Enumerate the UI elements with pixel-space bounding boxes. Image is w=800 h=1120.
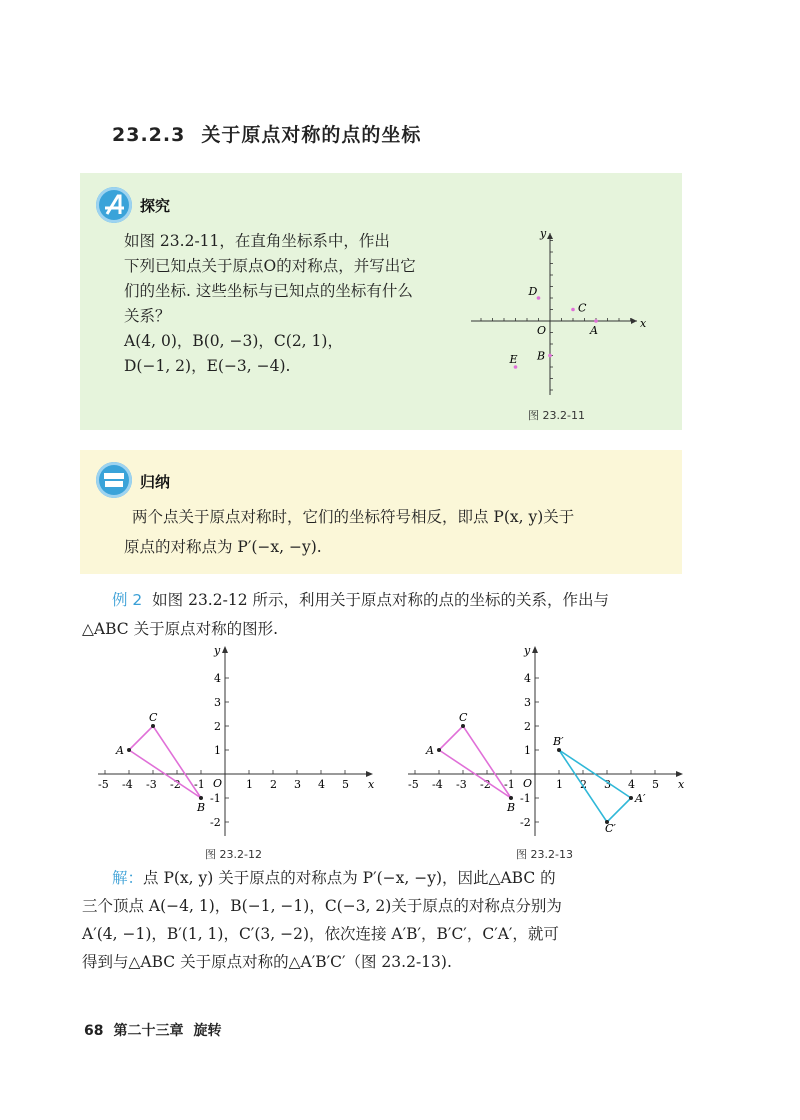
origin-label: O [537, 324, 547, 337]
x-tick-label: 3 [294, 778, 301, 791]
x-axis-label: x [678, 778, 685, 791]
x-tick-label: -2 [170, 778, 181, 791]
explore-line: 如图 23.2-11，在直角坐标系中，作出 [124, 232, 390, 250]
point-label-E: E [509, 353, 518, 366]
vertex-label-B: B [507, 801, 516, 814]
vertex-A [127, 748, 131, 752]
example-text [82, 586, 702, 644]
x-tick-label: 2 [580, 778, 587, 791]
summary-box [80, 450, 682, 574]
x-tick-label: -3 [146, 778, 157, 791]
chapter-title: 旋转 [193, 1023, 222, 1039]
summary-line: 两个点关于原点对称时，它们的坐标符号相反，即点 P(x, y)关于 [132, 508, 575, 526]
explore-line: D(−1, 2)，E(−3, −4). [124, 357, 291, 375]
figure-12-caption: 图 23.2-12 [205, 848, 262, 861]
x-tick-label: -5 [408, 778, 419, 791]
figure-23-2-11 [465, 225, 675, 405]
x-tick-label: 1 [556, 778, 563, 791]
vertex-C [461, 724, 465, 728]
vertex-A [437, 748, 441, 752]
origin-label: O [523, 777, 533, 790]
y-tick-label: 2 [214, 720, 221, 733]
y-tick-label: -1 [520, 792, 531, 805]
x-arrow [366, 771, 373, 777]
y-axis-label: y [524, 644, 531, 657]
x-tick-label: 4 [628, 778, 635, 791]
origin-label: O [213, 777, 223, 790]
y-tick-label: 2 [524, 720, 531, 733]
solution-line: 得到与△ABC 关于原点对称的△A′B′C′（图 23.2-13). [82, 953, 452, 971]
y-axis-label: y [540, 227, 547, 240]
y-tick-label: -1 [210, 792, 221, 805]
triangle [439, 726, 511, 798]
explore-box [80, 173, 682, 430]
explore-text [124, 229, 454, 379]
explore-line: 下列已知点关于原点O的对称点，并写出它 [124, 257, 416, 275]
example-line: 如图 23.2-12 所示，利用关于原点对称的点的坐标的关系，作出与 [152, 591, 609, 609]
y-tick-label: 4 [214, 672, 221, 685]
y-tick-label: 1 [214, 744, 221, 757]
x-axis-label: x [640, 317, 647, 330]
chapter-label: 第二十三章 [113, 1023, 184, 1039]
explore-icon [96, 187, 132, 223]
explore-line: 关系？ [124, 307, 171, 325]
triangle [129, 726, 201, 798]
x-axis-label: x [368, 778, 375, 791]
vertex-A′ [629, 796, 633, 800]
x-tick-label: -1 [194, 778, 205, 791]
vertex-label-B′: B′ [553, 735, 564, 748]
figure-13-caption: 图 23.2-13 [516, 848, 573, 861]
x-tick-label: 3 [604, 778, 611, 791]
x-arrow [676, 771, 683, 777]
summary-line: 原点的对称点为 P′(−x, −y). [124, 538, 322, 556]
y-arrow [547, 233, 553, 239]
vertex-label-A′: A′ [635, 792, 646, 805]
summary-icon [96, 462, 132, 498]
section-heading: 关于原点对称的点的坐标 [201, 124, 422, 146]
page-footer [84, 1020, 231, 1040]
point-label-C: C [578, 301, 587, 315]
x-tick-label: 5 [342, 778, 349, 791]
triangle [559, 750, 631, 822]
example-line: △ABC 关于原点对称的图形. [82, 620, 279, 638]
vertex-B [509, 796, 513, 800]
vertex-label-C: C [149, 711, 158, 724]
vertex-label-A: A [426, 744, 434, 757]
y-tick-label: 3 [214, 696, 221, 709]
y-arrow [532, 646, 538, 653]
x-tick-label: -2 [480, 778, 491, 791]
point-A [594, 319, 598, 323]
x-tick-label: -4 [432, 778, 443, 791]
x-tick-label: 5 [652, 778, 659, 791]
example-label: 例 2 [112, 591, 143, 609]
solution-line: 点 P(x, y) 关于原点的对称点为 P′(−x, −y)，因此△ABC 的 [143, 869, 556, 887]
point-C [571, 308, 575, 312]
x-tick-label: -3 [456, 778, 467, 791]
solution-line: A′(4, −1)，B′(1, 1)，C′(3, −2)，依次连接 A′B′，B′C′，C′A′，就可 [82, 925, 559, 943]
figure-11-caption: 图 23.2-11 [528, 409, 585, 422]
vertex-label-C: C [459, 711, 468, 724]
vertex-label-C′: C′ [605, 822, 616, 835]
x-tick-label: -5 [98, 778, 109, 791]
point-label-D: D [528, 285, 538, 298]
section-number: 23.2.3 [112, 124, 186, 146]
point-label-A: A [590, 324, 598, 337]
x-tick-label: -4 [122, 778, 133, 791]
vertex-label-A: A [116, 744, 124, 757]
figure-23-2-12 [92, 640, 382, 840]
explore-label: 探究 [140, 197, 171, 215]
vertex-B [199, 796, 203, 800]
explore-line: A(4, 0)，B(0, −3)，C(2, 1)， [124, 332, 343, 350]
summary-label: 归纳 [140, 473, 171, 491]
vertex-label-B: B [197, 801, 206, 814]
y-tick-label: -2 [520, 816, 531, 829]
solution-line: 三个顶点 A(−4, 1)，B(−1, −1)，C(−3, 2)关于原点的对称点分别为 [82, 897, 562, 915]
y-tick-label: 1 [524, 744, 531, 757]
vertex-B′ [557, 748, 561, 752]
y-tick-label: -2 [210, 816, 221, 829]
x-tick-label: 1 [246, 778, 253, 791]
solution-text [82, 864, 702, 976]
y-axis-label: y [214, 644, 221, 657]
figure-23-2-13 [402, 640, 692, 840]
section-title [112, 120, 421, 147]
summary-text [124, 502, 677, 562]
x-arrow [631, 318, 637, 324]
y-tick-label: 4 [524, 672, 531, 685]
explore-line: 们的坐标. 这些坐标与已知点的坐标有什么 [124, 282, 413, 300]
point-label-B: B [537, 349, 546, 363]
vertex-C [151, 724, 155, 728]
y-arrow [222, 646, 228, 653]
solution-label: 解： [112, 869, 144, 887]
point-B [548, 354, 552, 358]
y-tick-label: 3 [524, 696, 531, 709]
page-number: 68 [84, 1023, 104, 1039]
x-tick-label: 2 [270, 778, 277, 791]
x-tick-label: 4 [318, 778, 325, 791]
x-tick-label: -1 [504, 778, 515, 791]
